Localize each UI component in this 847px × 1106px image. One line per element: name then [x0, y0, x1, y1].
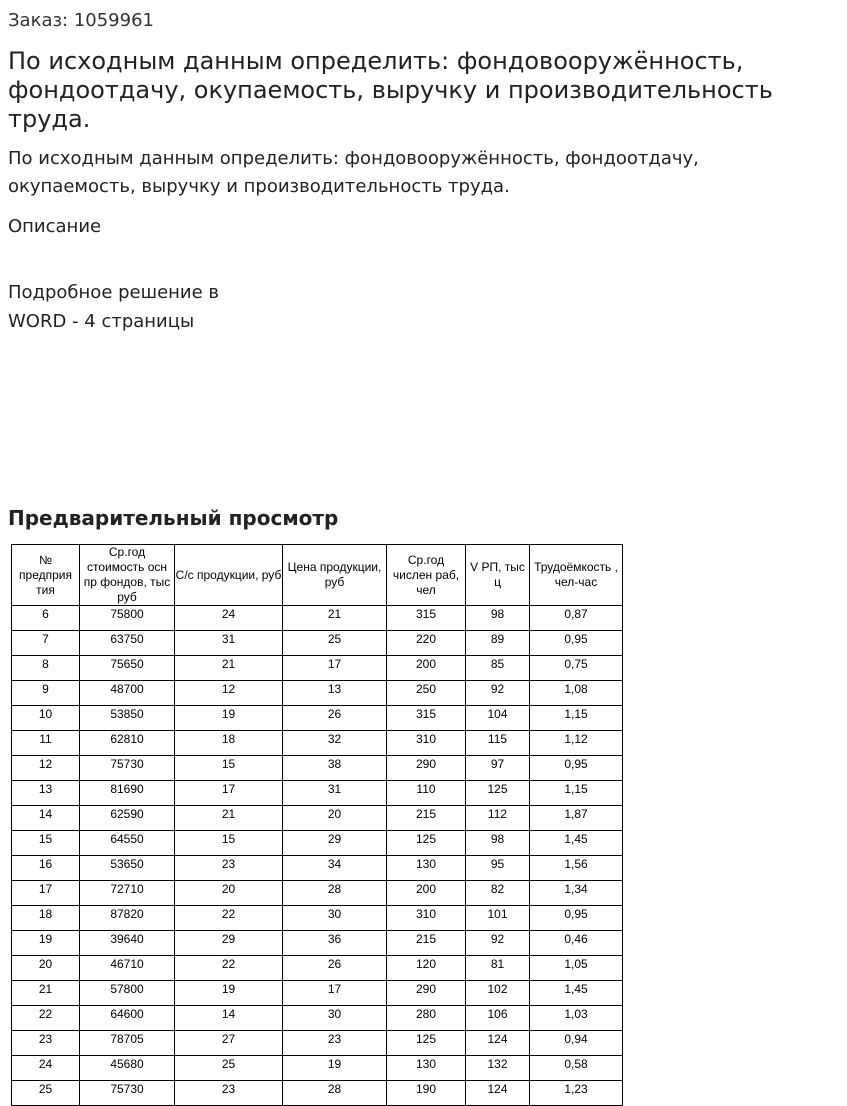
table-cell: 25	[283, 631, 387, 656]
table-cell: 1,34	[530, 881, 623, 906]
table-header-row	[12, 545, 623, 606]
header-headcount: Ср.год числен раб, чел	[387, 545, 466, 606]
table-cell: 75800	[80, 606, 175, 631]
table-cell: 220	[387, 631, 466, 656]
table-cell: 25	[12, 1081, 80, 1106]
table-cell: 115	[466, 731, 530, 756]
table-cell: 120	[387, 956, 466, 981]
table-cell: 0,95	[530, 756, 623, 781]
table-cell: 87820	[80, 906, 175, 931]
table-cell: 280	[387, 1006, 466, 1031]
table-cell: 11	[12, 731, 80, 756]
table-cell: 1,87	[530, 806, 623, 831]
table-cell: 32	[283, 731, 387, 756]
table-cell: 124	[466, 1031, 530, 1056]
table-cell: 81	[466, 956, 530, 981]
table-cell: 1,15	[530, 706, 623, 731]
table-cell: 29	[283, 831, 387, 856]
table-cell: 16	[12, 856, 80, 881]
table-cell: 23	[175, 1081, 283, 1106]
table-cell: 98	[466, 606, 530, 631]
table-cell: 250	[387, 681, 466, 706]
table-cell: 97	[466, 756, 530, 781]
table-row	[12, 706, 623, 731]
table-cell: 1,23	[530, 1081, 623, 1106]
table-row	[12, 831, 623, 856]
table-cell: 81690	[80, 781, 175, 806]
table-cell: 25	[175, 1056, 283, 1081]
table-cell: 1,03	[530, 1006, 623, 1031]
table-cell: 0,95	[530, 631, 623, 656]
table-cell: 0,94	[530, 1031, 623, 1056]
table-cell: 18	[12, 906, 80, 931]
table-cell: 78705	[80, 1031, 175, 1056]
table-cell: 34	[283, 856, 387, 881]
table-cell: 19	[175, 981, 283, 1006]
table-cell: 82	[466, 881, 530, 906]
table-body	[12, 606, 623, 1106]
preview-heading: Предварительный просмотр	[8, 506, 339, 530]
table-cell: 24	[12, 1056, 80, 1081]
header-sales-volume: V РП, тыс ц	[466, 545, 530, 606]
table-cell: 20	[283, 806, 387, 831]
table-cell: 1,45	[530, 831, 623, 856]
table-cell: 17	[283, 981, 387, 1006]
table-cell: 315	[387, 606, 466, 631]
table-cell: 130	[387, 856, 466, 881]
table-cell: 30	[283, 1006, 387, 1031]
table-cell: 0,46	[530, 931, 623, 956]
table-cell: 215	[387, 931, 466, 956]
table-cell: 98	[466, 831, 530, 856]
table-cell: 0,58	[530, 1056, 623, 1081]
table-cell: 132	[466, 1056, 530, 1081]
header-production-cost: С/с продукции, руб	[175, 545, 283, 606]
header-product-price: Цена продукции, руб	[283, 545, 387, 606]
table-cell: 104	[466, 706, 530, 731]
table-cell: 62590	[80, 806, 175, 831]
table-cell: 0,75	[530, 656, 623, 681]
table-cell: 1,05	[530, 956, 623, 981]
table-cell: 22	[12, 1006, 80, 1031]
table-cell: 22	[175, 906, 283, 931]
table-cell: 17	[175, 781, 283, 806]
table-cell: 64550	[80, 831, 175, 856]
table-row	[12, 956, 623, 981]
table-cell: 200	[387, 881, 466, 906]
header-enterprise-number: № предприя тия	[12, 545, 80, 606]
table-cell: 125	[387, 1031, 466, 1056]
table-cell: 125	[466, 781, 530, 806]
description-heading: Описание	[8, 216, 102, 237]
table-cell: 27	[175, 1031, 283, 1056]
table-row	[12, 606, 623, 631]
table-cell: 28	[283, 1081, 387, 1106]
table-cell: 45680	[80, 1056, 175, 1081]
table-cell: 75730	[80, 756, 175, 781]
table-cell: 92	[466, 931, 530, 956]
table-row	[12, 906, 623, 931]
table-cell: 20	[12, 956, 80, 981]
table-cell: 17	[283, 656, 387, 681]
table-cell: 18	[175, 731, 283, 756]
table-cell: 31	[175, 631, 283, 656]
table-cell: 21	[175, 656, 283, 681]
table-cell: 200	[387, 656, 466, 681]
table-cell: 72710	[80, 881, 175, 906]
table-cell: 89	[466, 631, 530, 656]
table-cell: 0,95	[530, 906, 623, 931]
table-cell: 39640	[80, 931, 175, 956]
table-cell: 53850	[80, 706, 175, 731]
table-cell: 1,56	[530, 856, 623, 881]
table-cell: 28	[283, 881, 387, 906]
table-cell: 15	[175, 756, 283, 781]
table-cell: 290	[387, 981, 466, 1006]
table-cell: 1,08	[530, 681, 623, 706]
table-cell: 36	[283, 931, 387, 956]
table-cell: 23	[283, 1031, 387, 1056]
table-cell: 1,12	[530, 731, 623, 756]
table-cell: 19	[175, 706, 283, 731]
header-fixed-assets-cost: Ср.год стоимость осн пр фондов, тыс руб	[80, 545, 175, 606]
table-cell: 46710	[80, 956, 175, 981]
table-row	[12, 881, 623, 906]
table-cell: 101	[466, 906, 530, 931]
table-cell: 6	[12, 606, 80, 631]
table-cell: 38	[283, 756, 387, 781]
table-cell: 21	[175, 806, 283, 831]
table-cell: 23	[175, 856, 283, 881]
table-row	[12, 931, 623, 956]
table-cell: 112	[466, 806, 530, 831]
table-cell: 19	[283, 1056, 387, 1081]
table-cell: 310	[387, 731, 466, 756]
table-cell: 110	[387, 781, 466, 806]
table-cell: 15	[175, 831, 283, 856]
table-cell: 215	[387, 806, 466, 831]
table-cell: 1,45	[530, 981, 623, 1006]
table-cell: 106	[466, 1006, 530, 1031]
table-row	[12, 656, 623, 681]
table-cell: 17	[12, 881, 80, 906]
page-title: По исходным данным определить: фондовооружённость, фондоотдачу, окупаемость, выручку и производительность труда.	[8, 47, 773, 133]
table-cell: 48700	[80, 681, 175, 706]
table-cell: 23	[12, 1031, 80, 1056]
table-cell: 26	[283, 706, 387, 731]
table-cell: 75730	[80, 1081, 175, 1106]
table-cell: 13	[12, 781, 80, 806]
table-row	[12, 1031, 623, 1056]
table-cell: 30	[283, 906, 387, 931]
table-cell: 20	[175, 881, 283, 906]
table-cell: 24	[175, 606, 283, 631]
table-cell: 125	[387, 831, 466, 856]
table-cell: 12	[175, 681, 283, 706]
table-row	[12, 756, 623, 781]
header-labor-intensity: Трудоёмкость , чел-час	[530, 545, 623, 606]
table-cell: 12	[12, 756, 80, 781]
table-cell: 62810	[80, 731, 175, 756]
table-row	[12, 731, 623, 756]
order-number: Заказ: 1059961	[8, 10, 154, 31]
table-cell: 31	[283, 781, 387, 806]
table-row	[12, 1081, 623, 1106]
table-row	[12, 681, 623, 706]
table-cell: 19	[12, 931, 80, 956]
data-table	[11, 544, 623, 1106]
table-row	[12, 1006, 623, 1031]
table-cell: 64600	[80, 1006, 175, 1031]
table-row	[12, 1056, 623, 1081]
table-cell: 53650	[80, 856, 175, 881]
task-description: По исходным данным определить: фондовооружённость, фондоотдачу, окупаемость, выручку и производительность труда.	[8, 148, 699, 197]
table-cell: 10	[12, 706, 80, 731]
table-cell: 15	[12, 831, 80, 856]
table-cell: 7	[12, 631, 80, 656]
table-cell: 22	[175, 956, 283, 981]
table-cell: 85	[466, 656, 530, 681]
table-cell: 57800	[80, 981, 175, 1006]
table-cell: 21	[283, 606, 387, 631]
solution-detail: Подробное решение в WORD - 4 страницы	[8, 282, 220, 332]
table-cell: 0,87	[530, 606, 623, 631]
table-cell: 14	[12, 806, 80, 831]
table-cell: 75650	[80, 656, 175, 681]
table-cell: 290	[387, 756, 466, 781]
table-row	[12, 631, 623, 656]
table-cell: 26	[283, 956, 387, 981]
table-cell: 190	[387, 1081, 466, 1106]
table-cell: 315	[387, 706, 466, 731]
table-cell: 21	[12, 981, 80, 1006]
table-cell: 124	[466, 1081, 530, 1106]
table-row	[12, 981, 623, 1006]
table-cell: 63750	[80, 631, 175, 656]
table-cell: 8	[12, 656, 80, 681]
table-row	[12, 856, 623, 881]
table-row	[12, 806, 623, 831]
table-cell: 14	[175, 1006, 283, 1031]
table-cell: 92	[466, 681, 530, 706]
table-cell: 1,15	[530, 781, 623, 806]
table-cell: 13	[283, 681, 387, 706]
table-cell: 130	[387, 1056, 466, 1081]
table-cell: 29	[175, 931, 283, 956]
table-cell: 102	[466, 981, 530, 1006]
table-cell: 310	[387, 906, 466, 931]
table-row	[12, 781, 623, 806]
table-cell: 95	[466, 856, 530, 881]
table-cell: 9	[12, 681, 80, 706]
